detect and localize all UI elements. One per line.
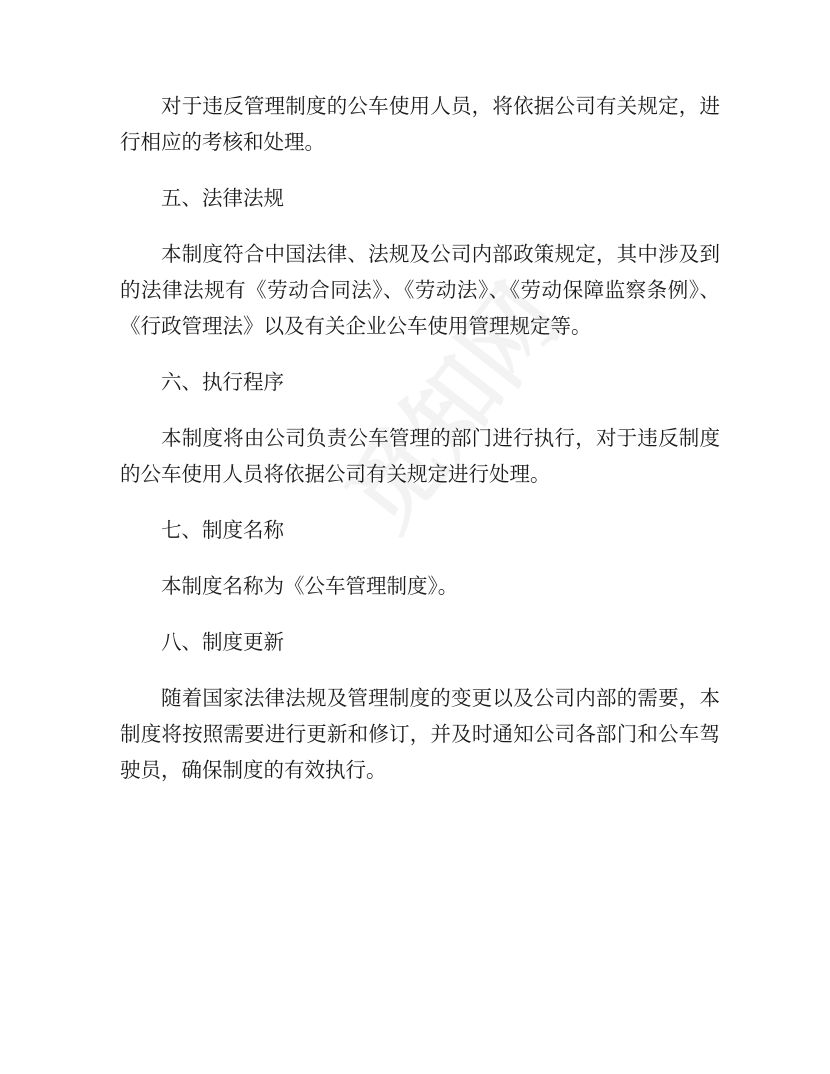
section-heading-laws: 五、法律法规 xyxy=(161,186,284,210)
paragraph-name: 本制度名称为《公车管理制度》。 xyxy=(161,574,459,598)
paragraph-execution: 本制度将由公司负责公车管理的部门进行执行，对于违反制度的公车使用人员将依据公司有关规定进行处理。 xyxy=(120,426,720,486)
section-heading-update: 八、制度更新 xyxy=(161,630,284,654)
section-heading-execution: 六、执行程序 xyxy=(161,370,284,394)
paragraph-laws: 本制度符合中国法律、法规及公司内部政策规定，其中涉及到的法律法规有《劳动合同法》、《劳动法》、《劳动保障监察条例》、《行政管理法》以及有关企业公车使用管理规定等。 xyxy=(120,242,720,338)
paragraph-violation-handling: 对于违反管理制度的公车使用人员，将依据公司有关规定，进行相应的考核和处理。 xyxy=(120,94,720,154)
paragraph-update: 随着国家法律法规及管理制度的变更以及公司内部的需要，本制度将按照需要进行更新和修订，并及时通知公司各部门和公车驾驶员，确保制度的有效执行。 xyxy=(120,686,720,782)
document-body xyxy=(120,88,720,808)
section-heading-name: 七、制度名称 xyxy=(161,518,284,542)
